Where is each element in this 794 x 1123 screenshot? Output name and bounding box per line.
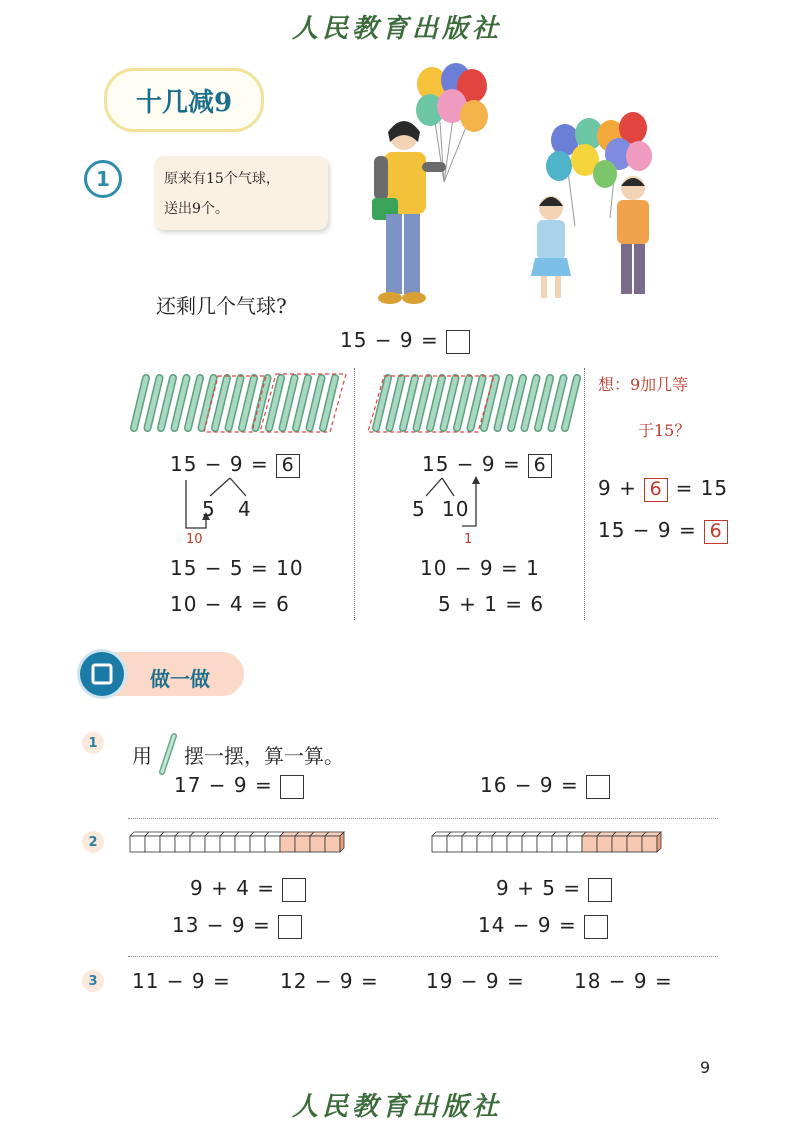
cube: [567, 836, 582, 852]
q1-right-equation: [480, 773, 610, 799]
q1-prompt-a: 用: [132, 743, 152, 768]
cube: [462, 836, 477, 852]
q2-right-bottom-text: 14 − 9 =: [478, 913, 577, 937]
cube: [597, 836, 612, 852]
q2-right-top: [496, 876, 612, 902]
cube: [582, 836, 597, 852]
stick-highlight: [417, 378, 429, 428]
q2-number: 2: [82, 831, 104, 853]
cube: [612, 836, 627, 852]
divider: [128, 956, 718, 957]
method1-equation: [170, 452, 300, 478]
stick-highlight: [175, 378, 187, 428]
method2-mid-value: 1: [464, 532, 473, 547]
main-equation-text: 15 − 9 =: [340, 328, 439, 352]
stick-highlight: [376, 378, 388, 428]
stick-highlight: [215, 378, 227, 428]
method3-equation2: [598, 518, 728, 544]
cube-bar-left: [128, 830, 352, 856]
stick-highlight: [484, 378, 496, 428]
q2-left-bottom: [172, 913, 302, 939]
method2-split-b: 10: [442, 497, 470, 521]
method3-think-line1: 想：9加几等: [598, 375, 689, 394]
method2-split-a: 5: [412, 497, 426, 521]
stick-highlight: [565, 378, 577, 428]
method3-eq1-right: = 15: [675, 476, 729, 500]
method1-eq-text: 15 − 9 =: [170, 452, 269, 476]
cube: [220, 836, 235, 852]
sticks-diagram-2: [366, 370, 586, 436]
q3-item: 18 − 9 =: [574, 969, 673, 993]
bubble-line-2: 送出9个。: [164, 201, 229, 217]
stick-highlight: [444, 378, 456, 428]
example-number: 1: [84, 160, 122, 198]
stick-icon: [156, 732, 180, 776]
method2-equation: [422, 452, 552, 478]
cube: [552, 836, 567, 852]
method1-mid-value: 10: [186, 532, 203, 547]
cube: [160, 836, 175, 852]
cube: [447, 836, 462, 852]
stick-highlight: [525, 378, 537, 428]
cube: [265, 836, 280, 852]
cube: [310, 836, 325, 852]
method3-think-line2: 于15？: [638, 421, 691, 440]
cube-side: [340, 832, 344, 852]
cube: [627, 836, 642, 852]
lesson-title: 十几减9: [104, 68, 264, 132]
stick-highlight: [256, 378, 268, 428]
sticks-diagram-1: [126, 370, 356, 436]
q2-right-top-box[interactable]: [588, 878, 612, 902]
q1-right-answer-box[interactable]: [586, 775, 610, 799]
method2-step2: 5 + 1 = 6: [438, 592, 545, 616]
cube: [642, 836, 657, 852]
stick-highlight: [296, 378, 308, 428]
q2-right-bottom: [478, 913, 608, 939]
stick-highlight: [552, 378, 564, 428]
q1-left-text: 17 − 9 =: [174, 773, 273, 797]
method3-eq1-answer: 6: [644, 478, 668, 502]
publisher-footer: 人民教育出版社: [291, 1092, 502, 1122]
stick-highlight: [310, 378, 322, 428]
q2-left-bottom-text: 13 − 9 =: [172, 913, 271, 937]
method3-eq2-answer: 6: [704, 520, 728, 544]
q1-prompt-b: 摆一摆，算一算。: [184, 743, 344, 768]
q1-number: 1: [82, 732, 104, 754]
cube: [250, 836, 265, 852]
q3-item: 11 − 9 =: [132, 969, 231, 993]
q3-item: 12 − 9 =: [280, 969, 379, 993]
stick-highlight: [390, 378, 402, 428]
cube: [537, 836, 552, 852]
stick-highlight: [148, 378, 160, 428]
q1-left-equation: [174, 773, 304, 799]
stick-highlight: [403, 378, 415, 428]
cube: [190, 836, 205, 852]
cube-bar-right: [430, 830, 670, 856]
main-equation: [340, 328, 470, 354]
method3-equation1: [598, 476, 728, 502]
practice-header: 做一做: [150, 667, 210, 691]
divider: [128, 818, 718, 819]
q1-right-text: 16 − 9 =: [480, 773, 579, 797]
stick-highlight: [134, 378, 146, 428]
q2-left-top-text: 9 + 4 =: [190, 876, 276, 900]
q2-right-bottom-box[interactable]: [584, 915, 608, 939]
stick-highlight: [188, 378, 200, 428]
cube: [325, 836, 340, 852]
q3-item: 19 − 9 =: [426, 969, 525, 993]
divider: [584, 368, 585, 620]
method1-answer: 6: [276, 454, 300, 478]
q2-left-top-box[interactable]: [282, 878, 306, 902]
question-text: 还剩几个气球?: [156, 294, 287, 318]
cube: [507, 836, 522, 852]
speech-bubble: [154, 156, 328, 230]
stick-highlight: [498, 378, 510, 428]
cube-side: [657, 832, 661, 852]
method1-split-b: 4: [238, 497, 252, 521]
cube: [205, 836, 220, 852]
method2-answer: 6: [528, 454, 552, 478]
divider: [354, 368, 355, 620]
stick-highlight: [538, 378, 550, 428]
stick-highlight: [269, 378, 281, 428]
method3-eq2-left: 15 − 9 =: [598, 518, 697, 542]
q2-left-bottom-box[interactable]: [278, 915, 302, 939]
stick-highlight: [283, 378, 295, 428]
cube: [295, 836, 310, 852]
stick-highlight: [229, 378, 241, 428]
woman-with-balloons-illustration: [360, 62, 500, 312]
cube: [522, 836, 537, 852]
publisher-header: 人民教育出版社: [291, 14, 502, 44]
cube: [175, 836, 190, 852]
practice-icon: [80, 652, 124, 696]
cube: [130, 836, 145, 852]
method1-step2: 10 − 4 = 6: [170, 592, 290, 616]
method1-split-a: 5: [202, 497, 216, 521]
bubble-line-1: 原来有15个气球，: [164, 171, 280, 187]
stick-highlight: [430, 378, 442, 428]
answer-box[interactable]: [446, 330, 470, 354]
method1-step1: 15 − 5 = 10: [170, 556, 304, 580]
q1-prompt: [132, 732, 344, 776]
method2-eq-text: 15 − 9 =: [422, 452, 521, 476]
cube: [280, 836, 295, 852]
q2-right-top-text: 9 + 5 =: [496, 876, 582, 900]
cube: [145, 836, 160, 852]
cube: [235, 836, 250, 852]
children-with-balloons-illustration: [515, 108, 665, 308]
q3-number: 3: [82, 970, 104, 992]
q2-left-top: [190, 876, 306, 902]
cube: [492, 836, 507, 852]
q1-left-answer-box[interactable]: [280, 775, 304, 799]
cube: [477, 836, 492, 852]
stick-highlight: [323, 378, 335, 428]
stick-highlight: [511, 378, 523, 428]
page-number: 9: [700, 1058, 711, 1077]
method2-step1: 10 − 9 = 1: [420, 556, 540, 580]
stick-highlight: [242, 378, 254, 428]
stick-highlight: [161, 378, 173, 428]
stick-highlight: [457, 378, 469, 428]
cube: [432, 836, 447, 852]
method3-eq1-left: 9 +: [598, 476, 637, 500]
